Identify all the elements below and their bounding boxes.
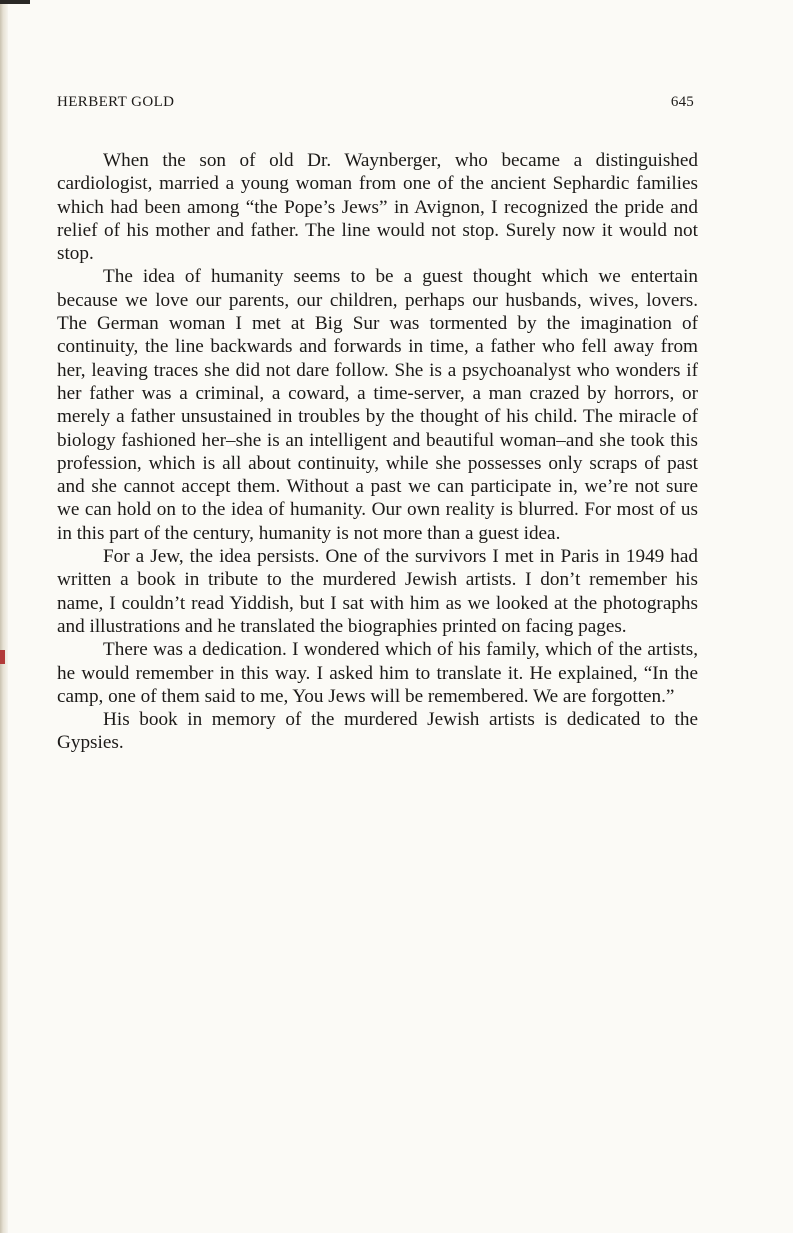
paragraph-1: When the son of old Dr. Waynberger, who became a distinguished cardiologist, married a young woman from one of the ancient Sephardic families which had been among “the Pope’s Jews” in Avignon, I recognized the pride and relief of his mother and father. The line would not stop. Surely now it would not stop. bbox=[57, 150, 698, 265]
body-text bbox=[57, 149, 698, 755]
scan-shadow bbox=[0, 0, 30, 4]
running-head bbox=[57, 94, 694, 116]
paragraph-5: His book in memory of the murdered Jewish artists is dedicated to the Gypsies. bbox=[57, 709, 698, 754]
paragraph-2: The idea of humanity seems to be a guest thought which we entertain because we love our parents, our children, perhaps our husbands, wives, lovers. The German woman I met at Big Sur was tormented by the imagination of continuity, the line backwards and forwards in time, a father who fell away from her, leaving traces she did not dare follow. She is a psychoanalyst who wonders if her father was a criminal, a coward, a time-server, a man crazed by horrors, or merely a father unsustained in troubles by the thought of his child. The miracle of biology fashioned her–she is an intelligent and beautiful woman–and she took this profession, which is all about continuity, while she possesses only scraps of past and she cannot accept them. Without a past we can participate in, we’re not sure we can hold on to the idea of humanity. Our own reality is blurred. For most of us in this part of the century, humanity is not more than a guest idea. bbox=[57, 266, 698, 544]
page-number: 645 bbox=[670, 94, 694, 110]
paragraph-4: There was a dedication. I wondered which of his family, which of the artists, he would remember in this way. I asked him to translate it. He explained, “In the camp, one of them said to me, You Jews will be remembered. We are forgotten.” bbox=[57, 639, 698, 707]
running-head-author: HERBERT GOLD bbox=[57, 94, 175, 110]
binding-mark bbox=[0, 650, 5, 664]
paragraph-3: For a Jew, the idea persists. One of the survivors I met in Paris in 1949 had written a book in tribute to the murdered Jewish artists. I don’t remember his name, I couldn’t read Yiddish, but I sat with him as we looked at the photographs and illustrations and he translated the biographies printed on facing pages. bbox=[57, 546, 698, 637]
page-binding-edge bbox=[0, 0, 8, 1233]
